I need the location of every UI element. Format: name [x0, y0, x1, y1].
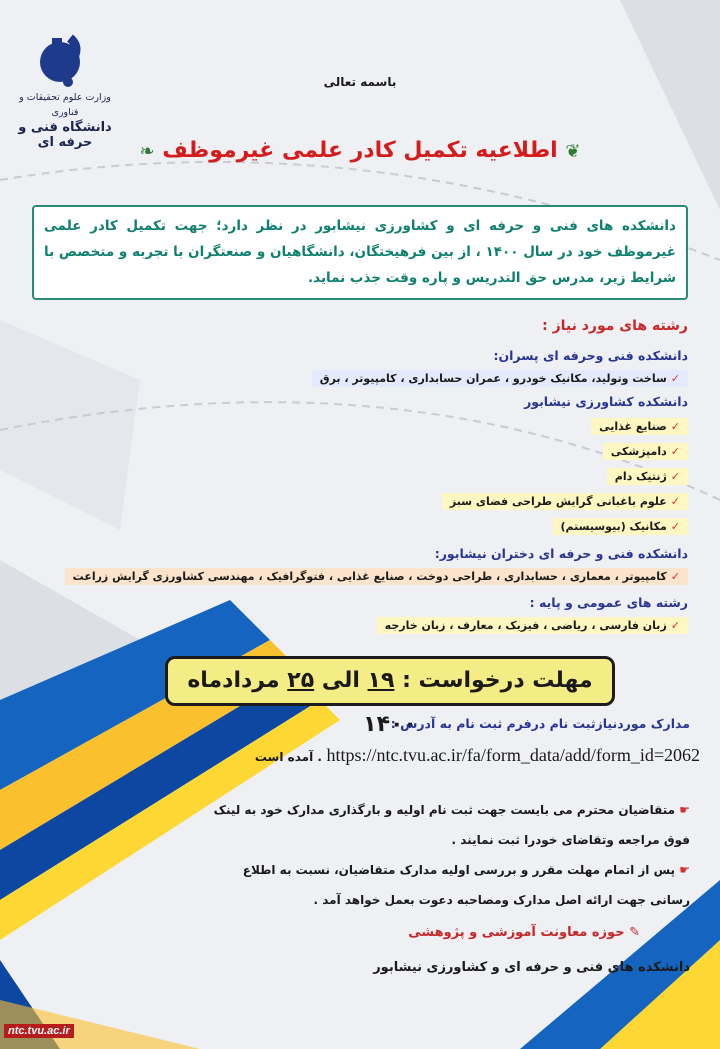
college-agri-title: دانشکده کشاورزی نیشابور — [524, 394, 688, 409]
signature-line2: دانشکده های فنی و حرفه ای و کشاورزی نیشابور — [373, 960, 690, 975]
list-item: ✓صنایع غذایی — [591, 418, 688, 435]
intro-box — [32, 205, 688, 300]
list-item: ✓کامپیوتر ، معماری ، حسابداری ، طراحی دوخت ، صنایع غذایی ، فتوگرافیک ، مهندسی کشاورزی گرایش زراعت — [65, 568, 688, 585]
signature-line1: ✎ حوزه معاونت آموزشی و پژوهشی — [408, 925, 640, 940]
list-item: ✓ساخت وتولید، مکانیک خودرو ، عمران حسابداری ، کامپیوتر ، برق — [312, 370, 688, 387]
fields-title: رشته های مورد نیاز : — [542, 318, 688, 334]
registration-link[interactable]: https://ntc.tvu.ac.ir/fa/form_data/add/form_id=2062 — [326, 745, 700, 765]
list-item: ✓ژنتیک دام — [607, 468, 688, 485]
intro-text: دانشکده های فنی و حرفه ای و کشاورزی نیشابور در نظر دارد؛ جهت تکمیل کادر علمی غیرموظف خود در سال ۱۴۰۰ ، از بین فرهیختگان، دانشگاهیان و صنعتگران با تجربه و متخصص با شرایط زیر، مدرس حق التدریس و پاره وقت جذب نماید. — [44, 218, 676, 286]
ornament-icon: ❧ — [139, 141, 155, 162]
general-fields-title: رشته های عمومی و پایه : — [529, 595, 688, 610]
deadline-banner: مهلت درخواست : ۱۹ الی ۲۵ مردادماه ۱۴۰۰ — [165, 656, 615, 706]
list-item: ✓علوم باغبانی گرایش طراحی فضای سبز — [442, 493, 688, 510]
college-girls-title: دانشکده فنی و حرفه ای دختران نیشابور: — [434, 546, 688, 561]
notes — [205, 795, 690, 915]
pen-icon: ✎ — [629, 925, 640, 940]
pointer-icon: ☛ — [679, 863, 690, 877]
note-item: ☛ پس از اتمام مهلت مقرر و بررسی اولیه مدارک متقاضیان، نسبت به اطلاع رسانی جهت ارائه اصل مدارک ومصاحبه دعوت بعمل خواهد آمد . — [242, 863, 690, 907]
watermark: ntc.tvu.ac.ir — [4, 1024, 74, 1038]
check-icon: ✓ — [670, 520, 680, 533]
college-boys-title: دانشکده فنی وحرفه ای پسران: — [493, 348, 688, 363]
list-item: ✓دامپزشکی — [603, 443, 688, 460]
check-icon: ✓ — [670, 619, 680, 632]
check-icon: ✓ — [670, 445, 680, 458]
check-icon: ✓ — [670, 495, 680, 508]
docs-label: مدارک موردنیازثبت نام درفرم ثبت نام به آدرس : — [390, 716, 690, 731]
list-item: ✓مکانیک (بیوسیستم) — [553, 518, 688, 535]
fields-section — [28, 318, 688, 634]
registration-url-line: آمده است . https://ntc.tvu.ac.ir/fa/form_data/add/form_id=2062 — [254, 745, 700, 765]
ornament-icon: ❦ — [565, 141, 581, 162]
note-item: ☛ متقاضیان محترم می بایست جهت ثبت نام اولیه و بارگذاری مدارک خود به لینک فوق مراجعه وتقاضای خودرا ثبت نمایند . — [213, 803, 690, 847]
check-icon: ✓ — [670, 470, 680, 483]
check-icon: ✓ — [670, 372, 680, 385]
page-title: ❦ اطلاعیه تکمیل کادر علمی غیرموظف ❧ — [139, 138, 581, 163]
check-icon: ✓ — [670, 420, 680, 433]
list-item: ✓زبان فارسی ، ریاضی ، فیزیک ، معارف ، زبان خارجه — [377, 617, 688, 634]
logo-caption: وزارت علوم تحقیقات و فناوری دانشگاه فنی و حرفه ای — [18, 92, 112, 150]
pointer-icon: ☛ — [679, 803, 690, 817]
basmala: باسمه تعالی — [323, 75, 397, 89]
check-icon: ✓ — [670, 570, 680, 583]
